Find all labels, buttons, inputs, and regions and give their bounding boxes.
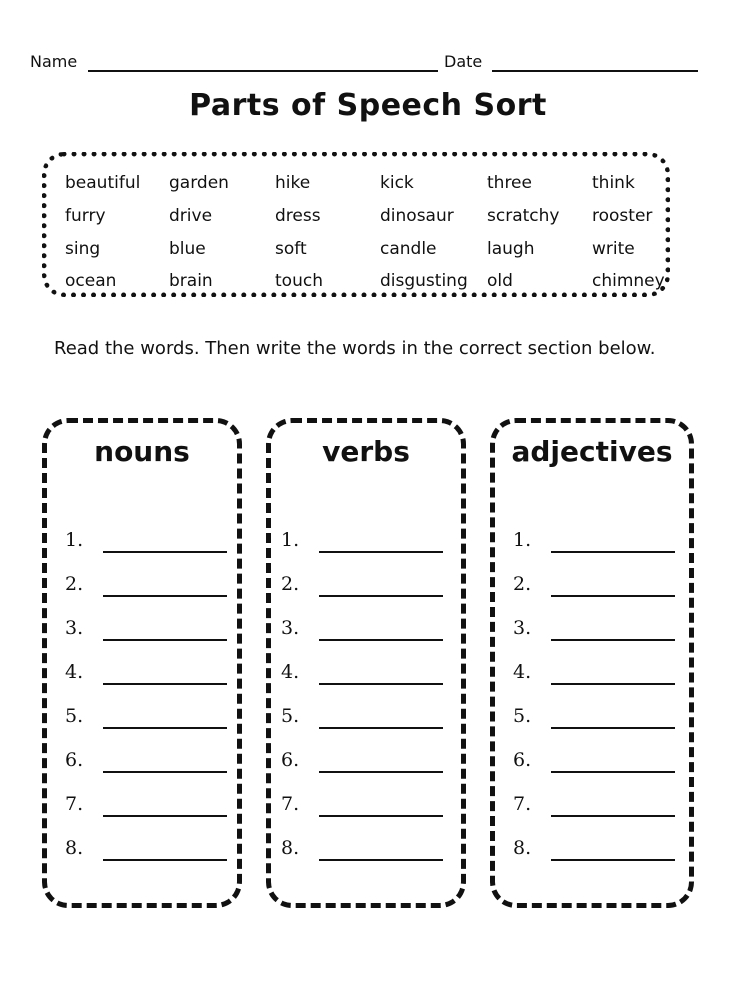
answer-entry — [281, 837, 451, 863]
answer-number: 1. — [65, 529, 84, 551]
word-bank-word: furry — [65, 206, 106, 226]
answer-entry — [281, 793, 451, 819]
answer-entry — [65, 617, 235, 643]
answer-entry — [65, 837, 235, 863]
answer-number: 1. — [281, 529, 300, 551]
answer-entry — [513, 661, 683, 687]
answer-line[interactable] — [551, 771, 675, 773]
answer-entry — [281, 705, 451, 731]
student-info-header — [30, 50, 706, 76]
answer-line[interactable] — [551, 639, 675, 641]
word-bank-word: soft — [275, 239, 307, 259]
nouns-heading: nouns — [94, 435, 190, 468]
answer-line[interactable] — [551, 595, 675, 597]
answer-number: 7. — [65, 793, 84, 815]
answer-number: 6. — [281, 749, 300, 771]
answer-entry — [513, 793, 683, 819]
word-bank-word: old — [487, 271, 513, 291]
answer-entry — [281, 617, 451, 643]
answer-number: 3. — [281, 617, 300, 639]
answer-entry — [65, 529, 235, 555]
answer-line[interactable] — [319, 595, 443, 597]
answer-entry — [65, 749, 235, 775]
answer-number: 5. — [281, 705, 300, 727]
answer-line[interactable] — [319, 639, 443, 641]
answer-number: 4. — [65, 661, 84, 683]
word-bank-word: drive — [169, 206, 213, 226]
answer-entry — [65, 793, 235, 819]
word-bank-word: write — [592, 239, 635, 259]
answer-number: 3. — [65, 617, 84, 639]
answer-entry — [281, 529, 451, 555]
answer-number: 5. — [65, 705, 84, 727]
word-bank-word: ocean — [65, 271, 117, 291]
verbs-heading: verbs — [322, 435, 410, 468]
answer-line[interactable] — [103, 551, 227, 553]
answer-entry — [65, 573, 235, 599]
answer-number: 7. — [281, 793, 300, 815]
word-bank-word: rooster — [592, 206, 653, 226]
answer-number: 8. — [281, 837, 300, 859]
answer-entry — [513, 749, 683, 775]
answer-entry — [65, 661, 235, 687]
answer-line[interactable] — [103, 815, 227, 817]
date-field[interactable] — [492, 70, 698, 72]
answer-line[interactable] — [319, 683, 443, 685]
date-label: Date — [444, 52, 483, 71]
word-bank-word: dinosaur — [380, 206, 454, 226]
word-bank-word: dress — [275, 206, 321, 226]
word-bank-word: laugh — [487, 239, 535, 259]
word-bank-word: blue — [169, 239, 206, 259]
name-field[interactable] — [88, 70, 438, 72]
answer-number: 2. — [513, 573, 532, 595]
verbs-column — [266, 418, 466, 908]
word-bank-word: three — [487, 173, 532, 193]
answer-line[interactable] — [551, 683, 675, 685]
answer-entry — [513, 837, 683, 863]
answer-line[interactable] — [551, 859, 675, 861]
answer-number: 2. — [65, 573, 84, 595]
word-bank-word: hike — [275, 173, 311, 193]
answer-number: 6. — [513, 749, 532, 771]
answer-line[interactable] — [319, 727, 443, 729]
instructions: Read the words. Then write the words in the correct section below. — [54, 338, 656, 359]
word-bank-word: kick — [380, 173, 414, 193]
nouns-column — [42, 418, 242, 908]
answer-line[interactable] — [103, 683, 227, 685]
page-title: Parts of Speech Sort — [189, 88, 547, 123]
word-bank-word: scratchy — [487, 206, 560, 226]
answer-line[interactable] — [319, 859, 443, 861]
word-bank-word: think — [592, 173, 635, 193]
answer-number: 7. — [513, 793, 532, 815]
answer-line[interactable] — [103, 727, 227, 729]
word-bank — [42, 152, 670, 297]
answer-line[interactable] — [103, 859, 227, 861]
answer-number: 5. — [513, 705, 532, 727]
answer-line[interactable] — [103, 639, 227, 641]
word-bank-word: garden — [169, 173, 229, 193]
answer-line[interactable] — [319, 771, 443, 773]
word-bank-word: sing — [65, 239, 101, 259]
answer-number: 3. — [513, 617, 532, 639]
answer-number: 2. — [281, 573, 300, 595]
answer-number: 4. — [281, 661, 300, 683]
answer-entry — [513, 705, 683, 731]
answer-entry — [281, 749, 451, 775]
answer-line[interactable] — [319, 551, 443, 553]
answer-entry — [281, 661, 451, 687]
word-bank-word: candle — [380, 239, 437, 259]
answer-line[interactable] — [319, 815, 443, 817]
adjectives-heading: adjectives — [511, 435, 673, 468]
word-bank-word: disgusting — [380, 271, 468, 291]
answer-entry — [513, 529, 683, 555]
answer-line[interactable] — [103, 595, 227, 597]
answer-line[interactable] — [551, 727, 675, 729]
word-bank-word: chimney — [592, 271, 665, 291]
answer-line[interactable] — [103, 771, 227, 773]
name-label: Name — [30, 52, 78, 71]
word-bank-word: touch — [275, 271, 323, 291]
answer-entry — [513, 617, 683, 643]
answer-line[interactable] — [551, 815, 675, 817]
answer-entry — [65, 705, 235, 731]
answer-number: 4. — [513, 661, 532, 683]
word-bank-word: brain — [169, 271, 213, 291]
answer-line[interactable] — [551, 551, 675, 553]
answer-number: 1. — [513, 529, 532, 551]
word-bank-word: beautiful — [65, 173, 141, 193]
answer-number: 8. — [65, 837, 84, 859]
answer-entry — [513, 573, 683, 599]
answer-number: 6. — [65, 749, 84, 771]
answer-number: 8. — [513, 837, 532, 859]
answer-entry — [281, 573, 451, 599]
adjectives-column — [490, 418, 694, 908]
